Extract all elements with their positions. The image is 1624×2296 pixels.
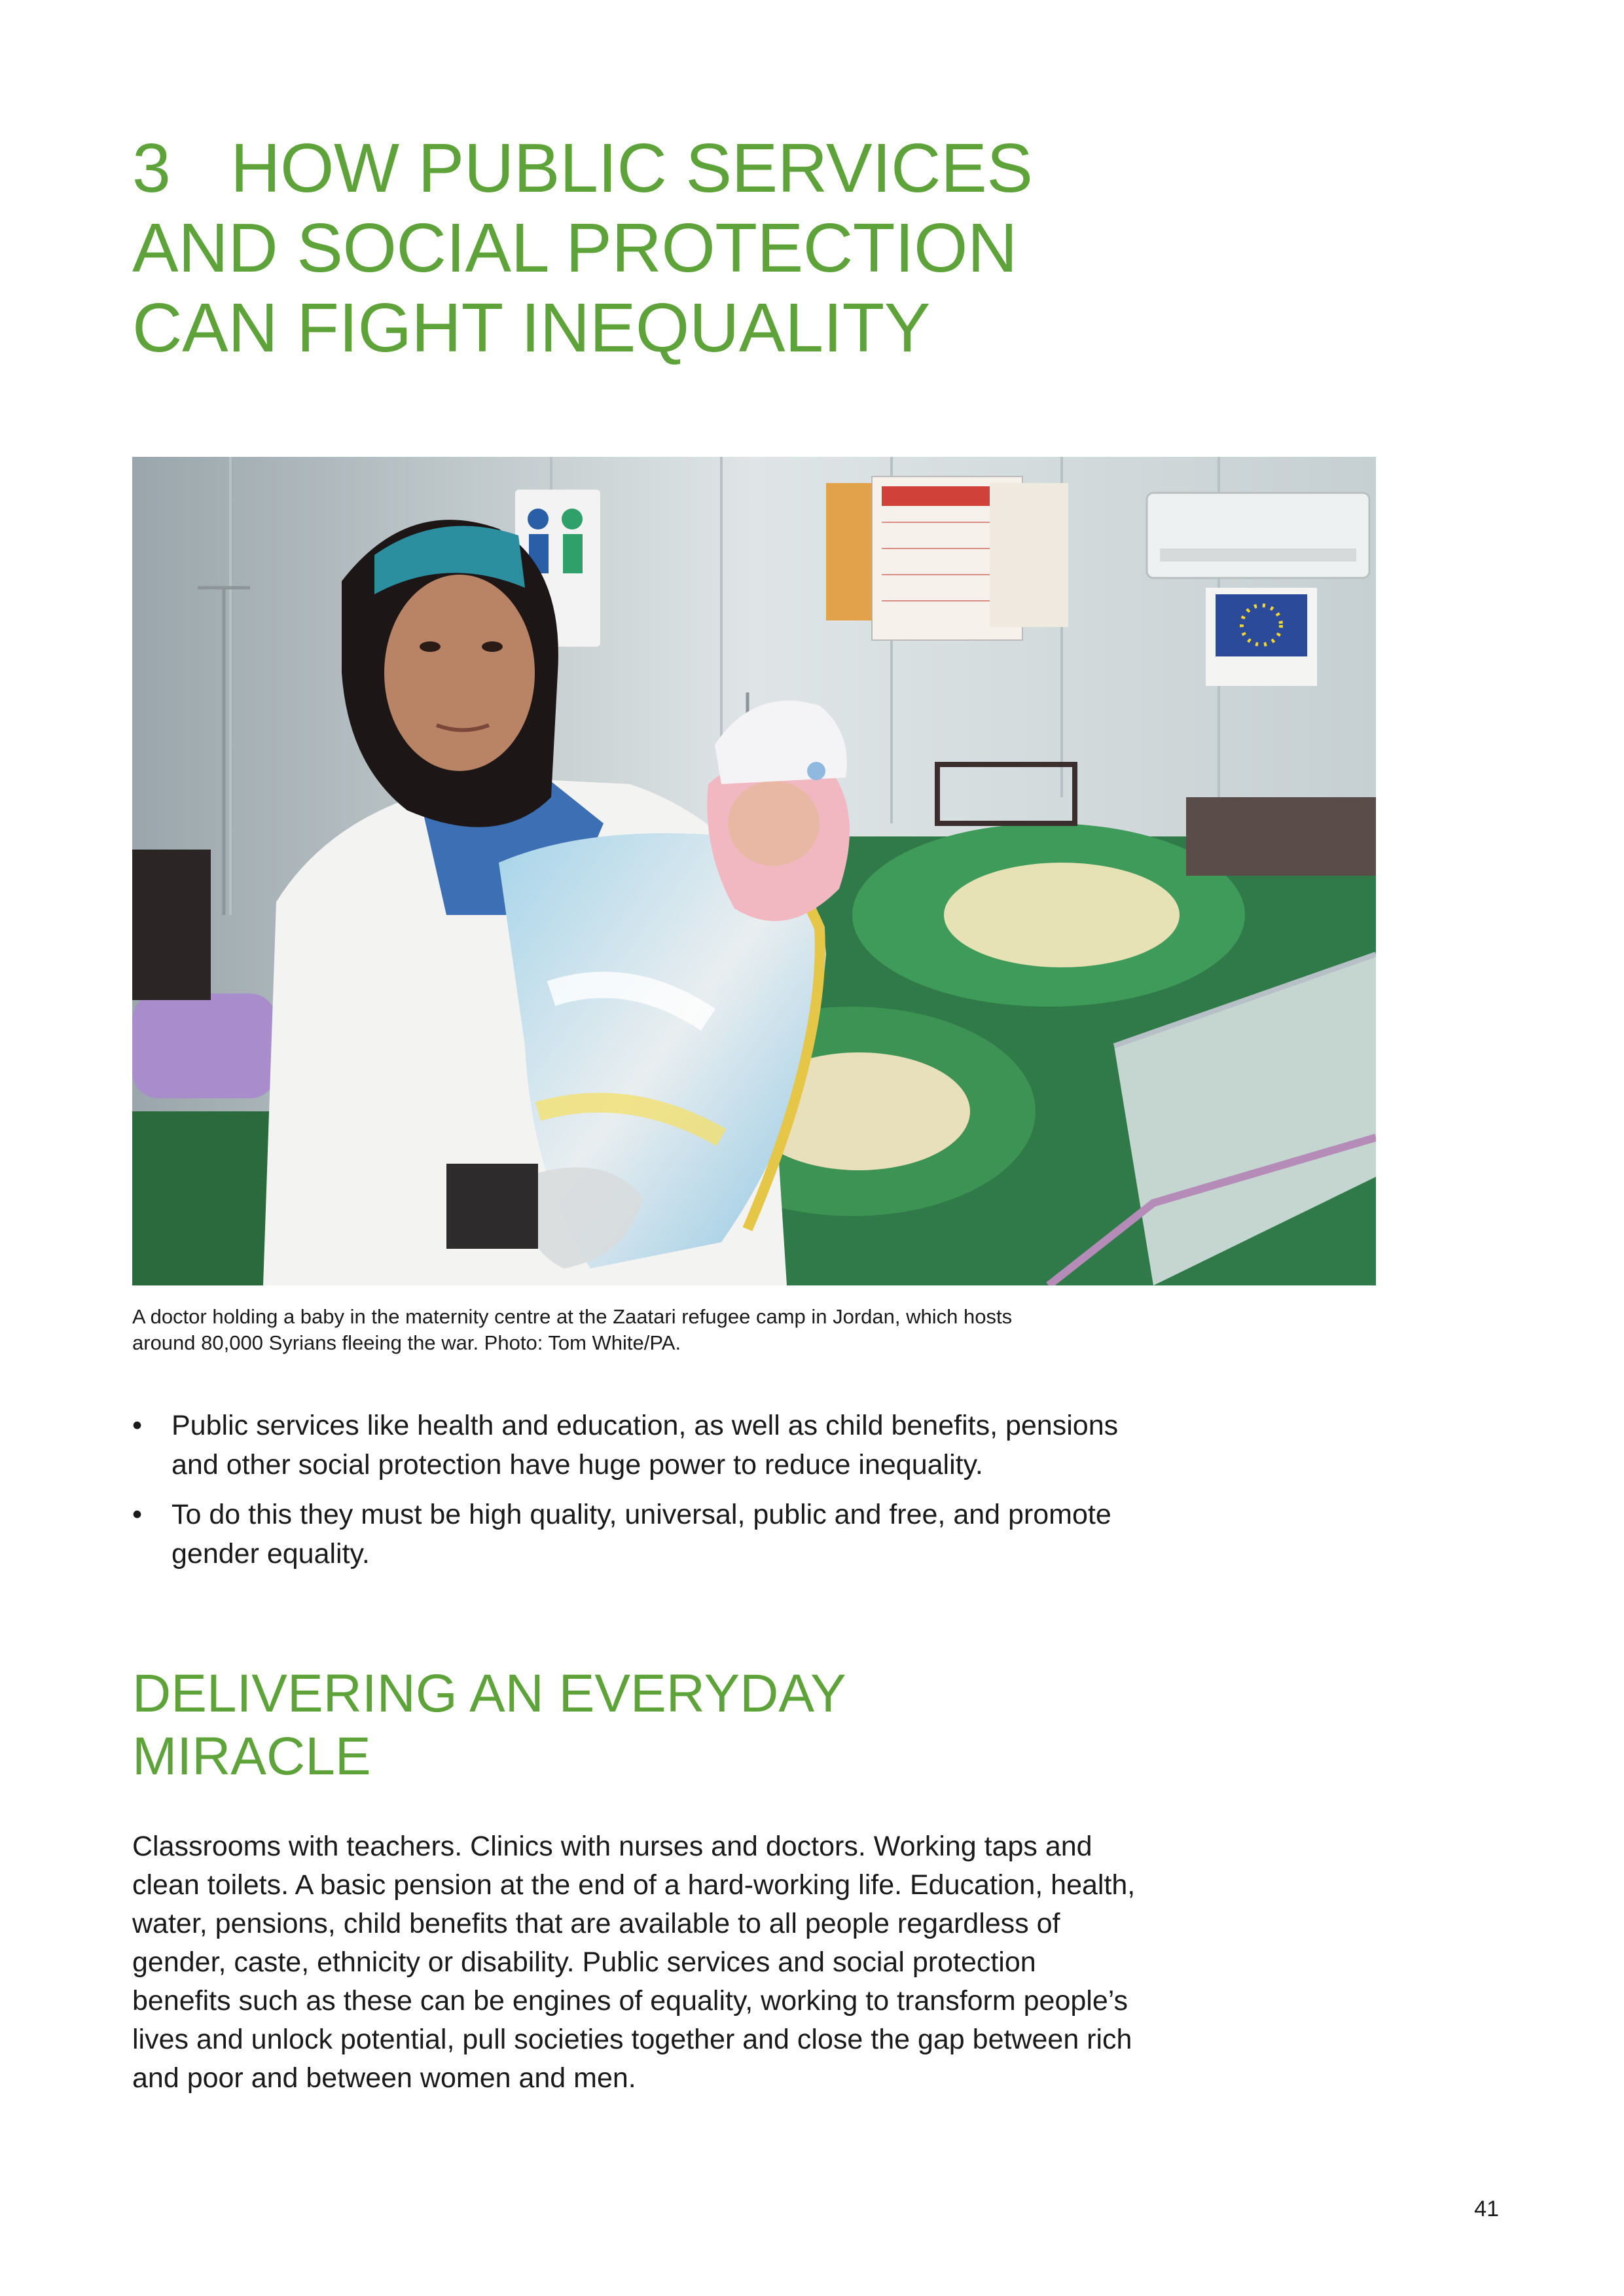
chapter-title-line-1 bbox=[132, 130, 1033, 207]
chapter-title-line-3: CAN FIGHT INEQUALITY bbox=[132, 289, 930, 367]
doctor-holding-baby-photo bbox=[132, 457, 1376, 1285]
section-body-paragraph: Classrooms with teachers. Clinics with nurses and doctors. Working taps and clean toilets. A basic pension at the end of a hard-working life. Education, health, water, pensions, child benefits that are available to all people regardless of gender, caste, ethnicity or disability. Public services and social protection benefits such as these can be engines of equality, working to transform people’s lives and unlock potential, pull societies together and close the gap between rich and poor and between women and men. bbox=[132, 1831, 1136, 2094]
bullet-marker: • bbox=[132, 1499, 143, 1530]
eu-flag-poster bbox=[1206, 588, 1317, 686]
section-heading-line-2: MIRACLE bbox=[132, 1727, 371, 1786]
section-heading-line-1: DELIVERING AN EVERYDAY bbox=[132, 1664, 846, 1723]
chapter-number: 3 bbox=[132, 130, 171, 207]
photo-caption bbox=[132, 1304, 1127, 1356]
chapter-title-line-2: AND SOCIAL PROTECTION bbox=[132, 209, 1017, 287]
photo-caption-line-1: A doctor holding a baby in the maternity centre at the Zaatari refugee camp in Jordan, which hosts bbox=[132, 1305, 1013, 1328]
chapter-title-line-1-text: HOW PUBLIC SERVICES bbox=[230, 130, 1033, 207]
wall-chart-poster bbox=[826, 476, 1068, 640]
key-points-list bbox=[132, 1406, 1127, 1584]
key-point-text: Public services like health and education, as well as child benefits, pensions and other social protection have huge power to reduce inequality. bbox=[171, 1410, 1119, 1480]
key-point-text: To do this they must be high quality, universal, public and free, and promote gender equality. bbox=[171, 1499, 1111, 1570]
section-heading bbox=[132, 1662, 1114, 1788]
key-point-item bbox=[132, 1495, 1127, 1573]
air-conditioner bbox=[1147, 493, 1369, 578]
page-number: 41 bbox=[1474, 2197, 1499, 2221]
photo-illustration bbox=[132, 457, 1376, 1285]
chapter-title bbox=[132, 128, 1245, 368]
bullet-marker: • bbox=[132, 1410, 143, 1441]
key-point-item bbox=[132, 1406, 1127, 1484]
photo-caption-line-2: around 80,000 Syrians fleeing the war. Photo: Tom White/PA. bbox=[132, 1331, 681, 1354]
